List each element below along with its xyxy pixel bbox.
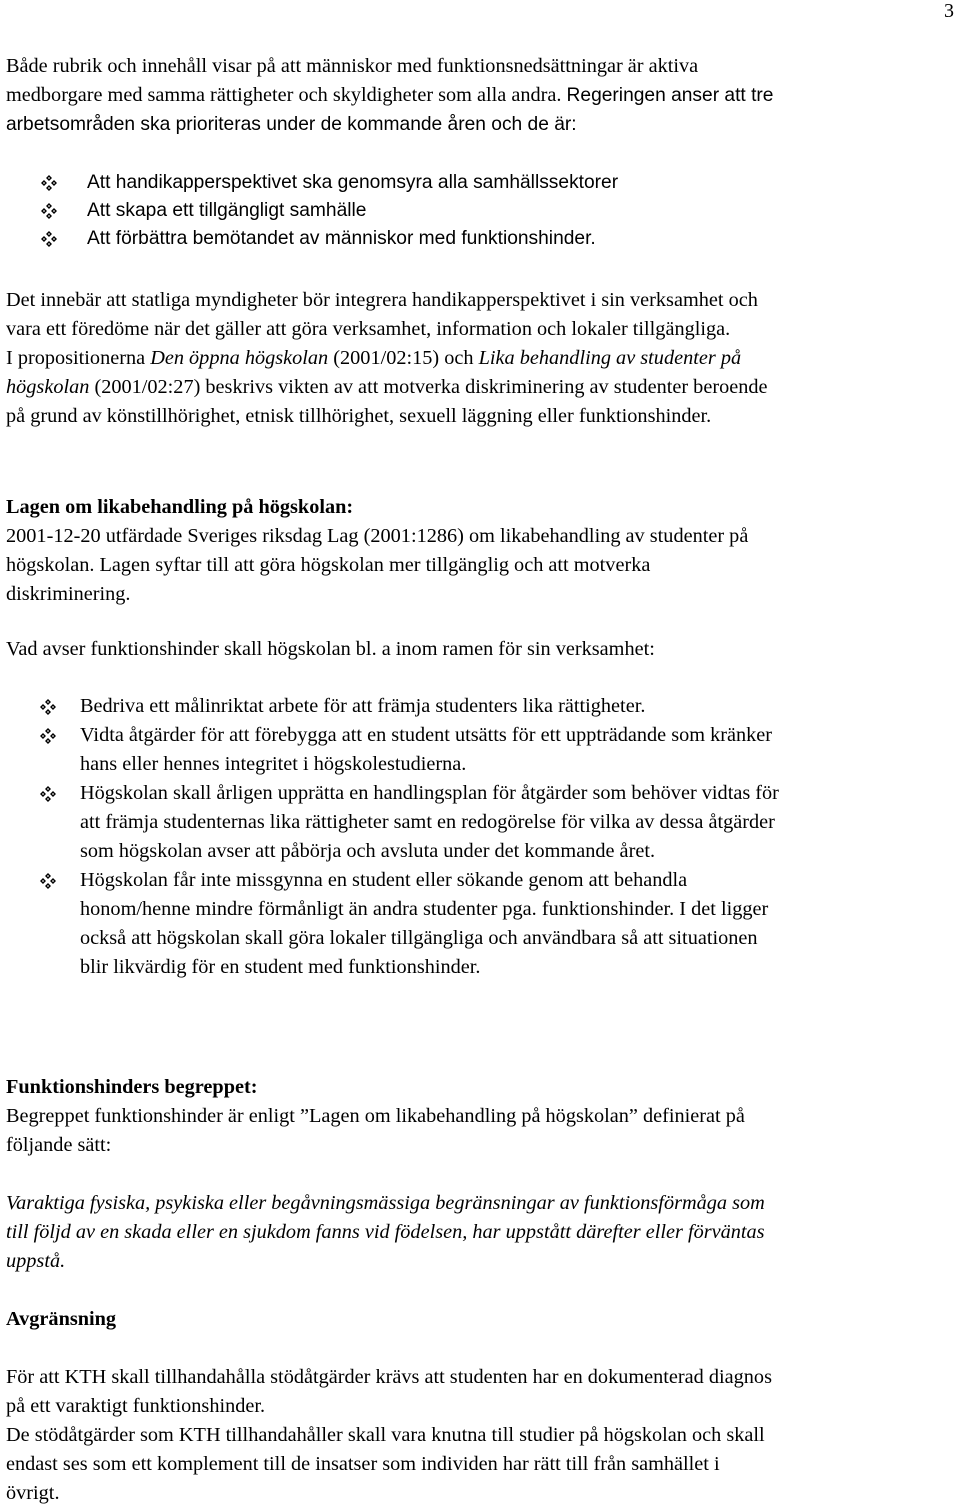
list-item: [40, 692, 958, 721]
list-item: [41, 225, 941, 253]
intro-line-part: Regeringen anser att tre: [566, 85, 774, 106]
lagen-section: [6, 493, 958, 609]
four-diamond-bullet-icon: [41, 175, 57, 191]
avgransning-section: [6, 1305, 958, 1334]
four-diamond-bullet-icon: [41, 203, 57, 219]
list-item: [41, 197, 941, 225]
paragraph-line: följande sätt:: [6, 1134, 112, 1156]
propositions-line: högskolan (2001/02:27) beskrivs vikten av att motverka diskriminering av studenter beroende: [6, 376, 768, 398]
duty-line: Bedriva ett målinriktat arbete för att främja studenters lika rättigheter.: [80, 695, 646, 717]
priority-text: Att skapa ett tillgängligt samhälle: [87, 200, 367, 221]
priorities-list: [41, 169, 941, 253]
four-diamond-bullet-icon: [40, 728, 56, 744]
paragraph-line: Begreppet funktionshinder är enligt ”Lagen om likabehandling på högskolan” definierat på: [6, 1105, 745, 1127]
intro-paragraph: [6, 52, 958, 139]
obligations-paragraph: [6, 286, 958, 431]
begreppet-section: [6, 1073, 958, 1160]
four-diamond-bullet-icon: [41, 231, 57, 247]
paragraph-line: Det innebär att statliga myndigheter bör integrera handikapperspektivet i sin verksamhet och: [6, 289, 758, 311]
four-diamond-bullet-icon: [40, 786, 56, 802]
duty-line: att främja studenternas lika rättigheter samt en redogörelse för vilka av dessa åtgärder: [80, 811, 775, 833]
list-item: [41, 169, 941, 197]
duty-line: Högskolan skall årligen upprätta en handlingsplan för åtgärder som behöver vidtas för: [80, 782, 779, 804]
duty-line: Vidta åtgärder för att förebygga att en student utsätts för ett uppträdande som kränker: [80, 724, 773, 746]
propositions-line: på grund av könstillhörighet, etnisk tillhörighet, sexuell läggning eller funktionshinder.: [6, 405, 712, 427]
paragraph-line: De stödåtgärder som KTH tillhandahåller skall vara knutna till studier på högskolan och skall: [6, 1424, 765, 1446]
paragraph-line: vara ett föredöme när det gäller att göra verksamhet, information och lokaler tillgängliga.: [6, 318, 731, 340]
page-number: 3: [944, 0, 954, 22]
paragraph-line: på ett varaktigt funktionshinder.: [6, 1395, 266, 1417]
section-heading: Funktionshinders begreppet:: [6, 1076, 258, 1098]
definition-paragraph: [6, 1189, 958, 1276]
duty-line: blir likvärdig för en student med funktionshinder.: [80, 956, 481, 978]
paragraph-line: högskolan. Lagen syftar till att göra högskolan mer tillgänglig och att motverka: [6, 554, 651, 576]
priority-text: Att handikapperspektivet ska genomsyra alla samhällssektorer: [87, 172, 619, 193]
definition-line: uppstå.: [6, 1250, 66, 1272]
duty-line: honom/henne mindre förmånligt än andra studenter pga. funktionshinder. I det ligger: [80, 898, 769, 920]
proposition-title: högskolan: [6, 376, 90, 398]
duty-line: hans eller hennes integritet i högskolestudierna.: [80, 753, 467, 775]
avgransning-paragraph: [6, 1363, 958, 1508]
duties-intro: [6, 635, 958, 664]
section-heading: Lagen om likabehandling på högskolan:: [6, 496, 354, 518]
definition-line: till följd av en skada eller en sjukdom fanns vid födelsen, har uppstått därefter eller förväntas: [6, 1221, 765, 1243]
definition-line: Varaktiga fysiska, psykiska eller begåvningsmässiga begränsningar av funktionsförmåga som: [6, 1192, 765, 1214]
list-item: [40, 779, 958, 866]
paragraph-line: endast ses som ett komplement till de insatser som individen har rätt till från samhället i: [6, 1453, 720, 1475]
duties-list: [40, 692, 958, 982]
intro-line: medborgare med samma rättigheter och skyldigheter som alla andra. Regeringen anser att tre: [6, 84, 774, 106]
duty-line: Högskolan får inte missgynna en student eller sökande genom att behandla: [80, 869, 688, 891]
duty-line: som högskolan avser att påbörja och avsluta under det kommande året.: [80, 840, 656, 862]
proposition-title: Lika behandling av studenter på: [478, 347, 742, 369]
section-heading: Avgränsning: [6, 1308, 117, 1330]
intro-line: arbetsområden ska prioriteras under de kommande åren och de är:: [6, 114, 577, 135]
paragraph-line: 2001-12-20 utfärdade Sveriges riksdag Lag (2001:1286) om likabehandling av studenter på: [6, 525, 749, 547]
propositions-line: I propositionerna Den öppna högskolan (2001/02:15) och Lika behandling av studenter på: [6, 347, 742, 369]
paragraph-line: övrigt.: [6, 1482, 60, 1504]
paragraph-line: Vad avser funktionshinder skall högskolan bl. a inom ramen för sin verksamhet:: [6, 638, 655, 660]
list-item: [40, 721, 958, 779]
list-item: [40, 866, 958, 982]
four-diamond-bullet-icon: [40, 699, 56, 715]
paragraph-line: För att KTH skall tillhandahålla stödåtgärder krävs att studenten har en dokumenterad diagnos: [6, 1366, 772, 1388]
intro-line: Både rubrik och innehåll visar på att människor med funktionsnedsättningar är aktiva: [6, 55, 699, 77]
four-diamond-bullet-icon: [40, 873, 56, 889]
paragraph-line: diskriminering.: [6, 583, 131, 605]
priority-text: Att förbättra bemötandet av människor med funktionshinder.: [87, 228, 596, 249]
proposition-title: Den öppna högskolan: [150, 347, 329, 369]
duty-line: också att högskolan skall göra lokaler tillgängliga och användbara så att situationen: [80, 927, 758, 949]
